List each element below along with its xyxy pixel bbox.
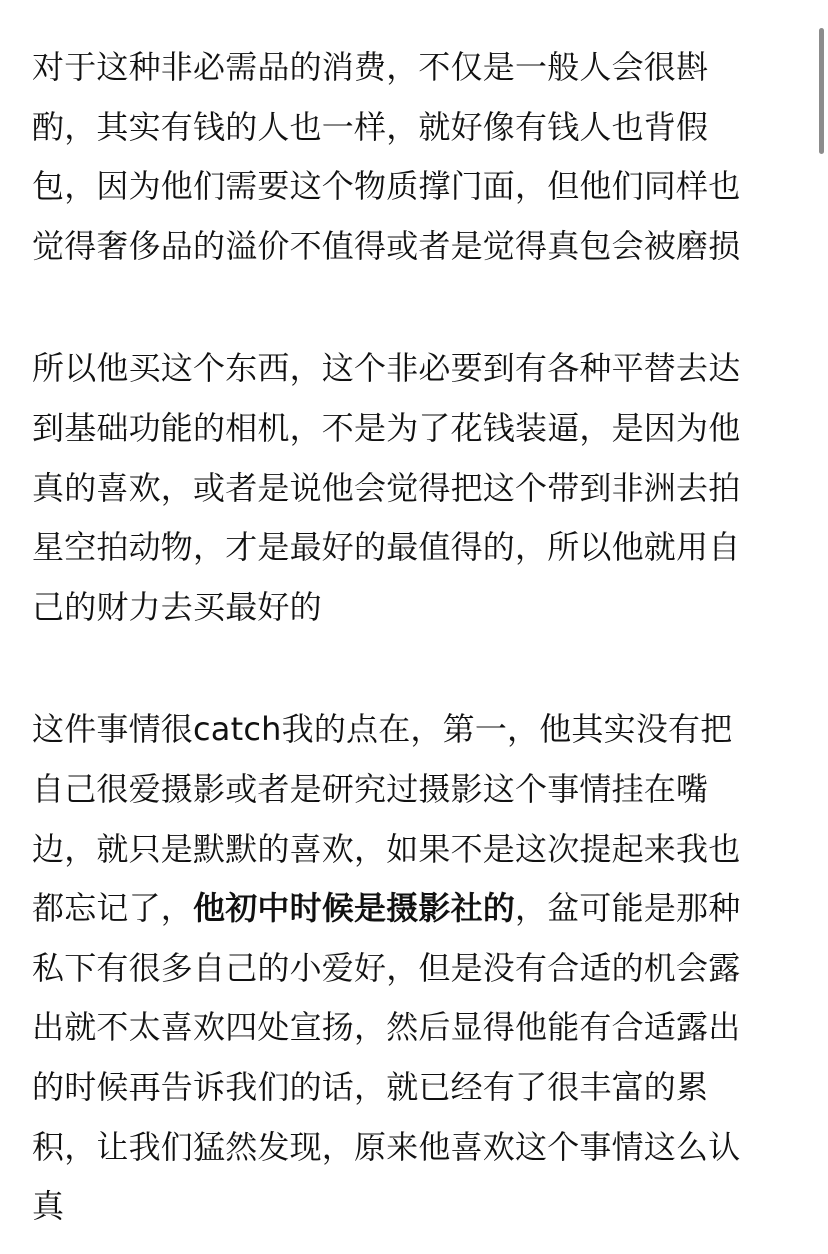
paragraph-2 (32, 339, 802, 637)
text-line: 积，让我们猛然发现，原来他喜欢这个事情这么认 (32, 1127, 741, 1166)
text-line-with-emphasis (32, 879, 802, 939)
text-line: 对于这种非必需品的消费，不仅是一般人会很斟 (32, 48, 709, 86)
text-line: 酌，其实有钱的人也一样，就好像有钱人也背假 (32, 107, 709, 146)
paragraph-gap (32, 637, 802, 700)
scrollbar-thumb[interactable] (819, 28, 824, 154)
text-segment: 都忘记了， (32, 889, 194, 928)
text-segment: ，盆可能是那种 (515, 889, 741, 928)
text-line: 包，因为他们需要这个物质撑门面，但他们同样也 (32, 167, 741, 206)
paragraph-3 (32, 700, 802, 1236)
text-line: 星空拍动物，才是最好的最值得的，所以他就用自 (32, 528, 741, 567)
bold-emphasis-text: 他初中时候是摄影社的 (193, 889, 516, 928)
paragraph-gap (32, 276, 802, 339)
text-line: 到基础功能的相机，不是为了花钱装逼，是因为他 (32, 408, 741, 447)
text-line: 边，就只是默默的喜欢，如果不是这次提起来我也 (32, 829, 741, 868)
text-line: 私下有很多自己的小爱好，但是没有合适的机会露 (32, 948, 741, 987)
text-line: 真的喜欢，或者是说他会觉得把这个带到非洲去拍 (32, 468, 741, 507)
text-line: 真 (32, 1187, 65, 1226)
text-line: 自己很爱摄影或者是研究过摄影这个事情挂在嘴 (32, 769, 709, 808)
text-line: 这件事情很catch我的点在，第一，他其实没有把 (32, 710, 733, 749)
paragraph-1 (32, 38, 802, 276)
text-line: 觉得奢侈品的溢价不值得或者是觉得真包会被磨损 (32, 226, 741, 265)
article-body (32, 38, 802, 1237)
text-line: 的时候再告诉我们的话，就已经有了很丰富的累 (32, 1067, 709, 1106)
text-line: 出就不太喜欢四处宣扬，然后显得他能有合适露出 (32, 1008, 741, 1047)
text-line: 己的财力去买最好的 (32, 587, 322, 626)
text-line: 所以他买这个东西，这个非必要到有各种平替去达 (32, 349, 741, 388)
